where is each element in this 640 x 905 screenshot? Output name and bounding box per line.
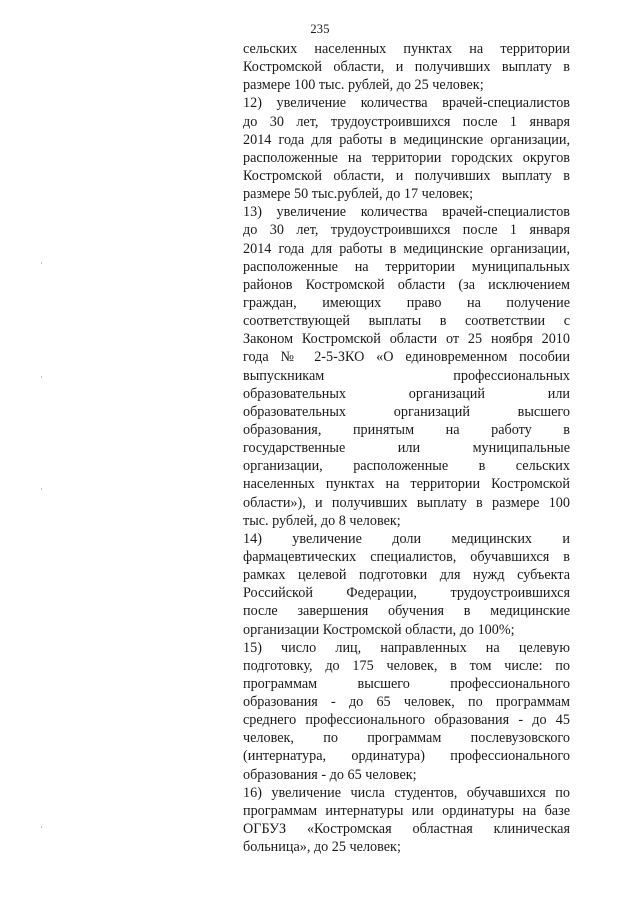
text-line: человек, по программам послевузовского xyxy=(243,730,570,747)
text-line: расположенные на территории муниципальных xyxy=(243,258,570,275)
text-line: выпускникам профессиональных xyxy=(243,367,570,384)
text-line: рамках целевой подготовки для нужд субъекта xyxy=(243,567,570,584)
text-line: среднего профессионального образования - до 45 xyxy=(243,712,570,729)
text-line: до 30 лет, трудоустроившихся после 1 января xyxy=(243,113,570,130)
text-line: года № 2-5-ЗКО «О единовременном пособии xyxy=(243,349,570,366)
text-line: ОГБУЗ «Костромская областная клиническая xyxy=(243,821,570,838)
text-line: 2014 года для работы в медицинские организации, xyxy=(243,240,570,257)
text-line: образовательных организаций или xyxy=(243,385,570,402)
margin-speck xyxy=(41,262,42,264)
text-line: Костромской области, и получивших выплату в xyxy=(243,59,570,76)
text-line: размере 50 тыс.рублей, до 17 человек; xyxy=(243,186,474,203)
text-line: тыс. рублей, до 8 человек; xyxy=(243,512,401,529)
text-line: организации, расположенные в сельских xyxy=(243,458,570,475)
text-line: образования - до 65 человек; xyxy=(243,766,417,783)
text-line: 13) увеличение количества врачей-специалистов xyxy=(243,204,570,221)
text-line: подготовку, до 175 человек, в том числе: по xyxy=(243,657,570,674)
text-line: области»), и получивших выплату в размере 100 xyxy=(243,494,570,511)
text-line: соответствующей выплаты в соответствии с xyxy=(243,313,570,330)
text-line: 14) увеличение доли медицинских и xyxy=(243,530,570,547)
text-line: 16) увеличение числа студентов, обучавшихся по xyxy=(243,784,570,801)
text-line: расположенные на территории городских округов xyxy=(243,149,570,166)
text-line: 12) увеличение количества врачей-специалистов xyxy=(243,95,570,112)
text-line: Законом Костромской области от 25 ноября 2010 xyxy=(243,331,570,348)
page-number: 235 xyxy=(310,22,330,36)
text-line: Костромской области, и получивших выплату в xyxy=(243,167,570,184)
text-line: образования - до 65 человек, по программам xyxy=(243,694,570,711)
text-line: фармацевтических специалистов, обучавшихся в xyxy=(243,548,570,565)
text-line: больница», до 25 человек; xyxy=(243,839,401,856)
text-line: (интернатура, ординатура) профессионального xyxy=(243,748,570,765)
text-line: организации Костромской области, до 100%; xyxy=(243,621,515,638)
text-line: населенных пунктах на территории Костромской xyxy=(243,476,570,493)
text-line: после завершения обучения в медицинские xyxy=(243,603,570,620)
text-line: граждан, имеющих право на получение xyxy=(243,294,570,311)
text-line: государственные или муниципальные xyxy=(243,440,570,457)
margin-speck xyxy=(41,376,42,378)
margin-speck xyxy=(41,488,42,490)
text-line: 2014 года для работы в медицинские организации, xyxy=(243,131,570,148)
text-line: программам высшего профессионального xyxy=(243,675,570,692)
text-line: 15) число лиц, направленных на целевую xyxy=(243,639,570,656)
text-line: образовательных организаций высшего xyxy=(243,403,570,420)
text-line: Российской Федерации, трудоустроившихся xyxy=(243,585,570,602)
text-line: программам интернатуры или ординатуры на базе xyxy=(243,802,570,819)
margin-speck xyxy=(41,826,42,828)
text-line: сельских населенных пунктах на территории xyxy=(243,41,570,57)
text-line: размере 100 тыс. рублей, до 25 человек; xyxy=(243,77,484,94)
text-line: образования, принятым на работу в xyxy=(243,421,570,438)
text-line: до 30 лет, трудоустроившихся после 1 января xyxy=(243,222,570,239)
text-line: районов Костромской области (за исключением xyxy=(243,276,570,293)
body-text xyxy=(243,40,570,856)
